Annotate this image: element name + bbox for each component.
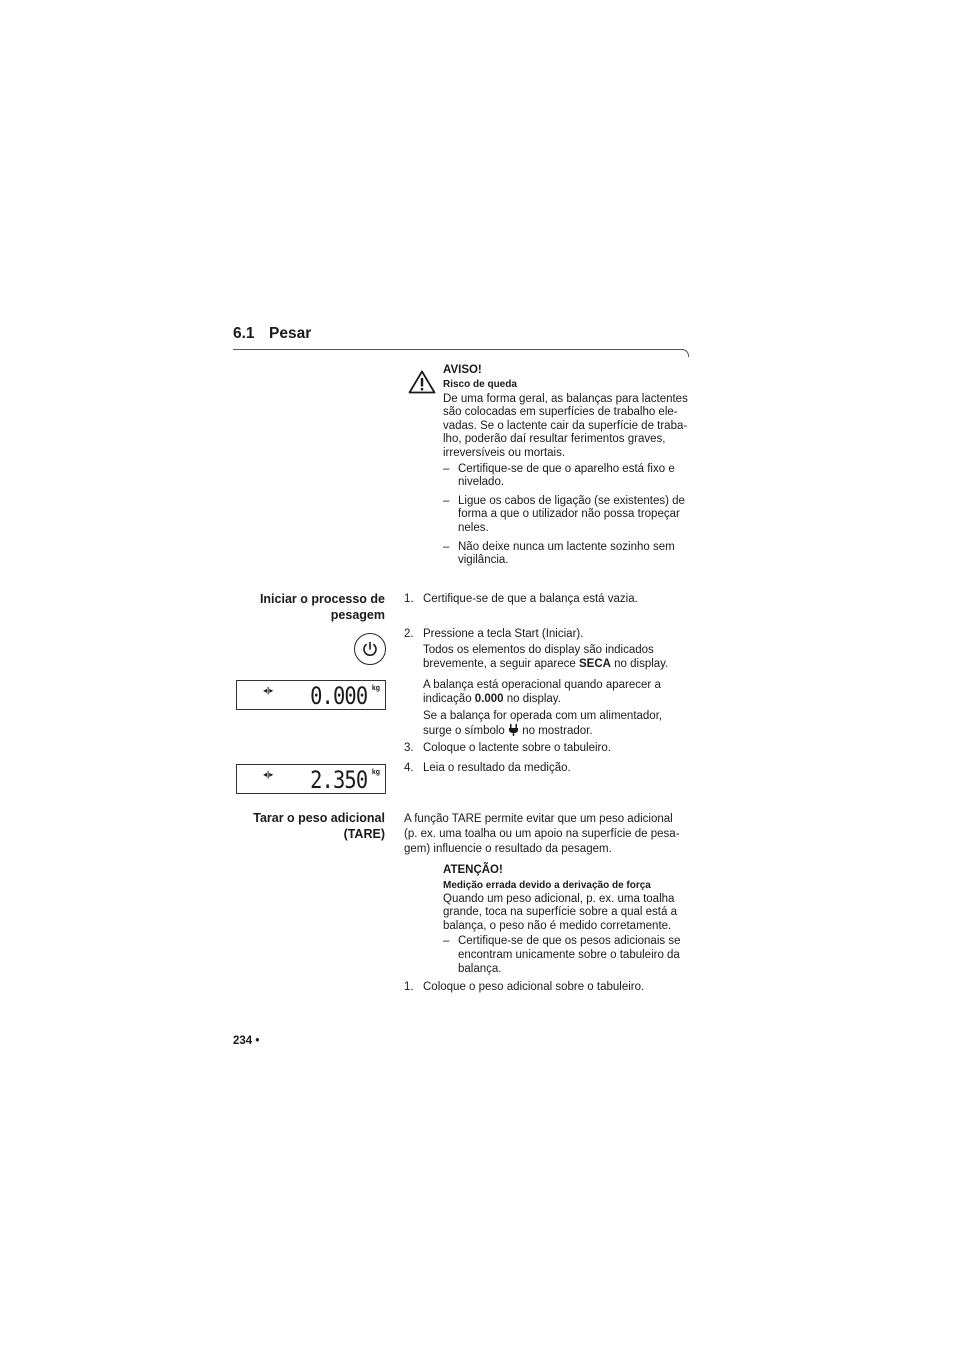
scale-display-zero	[236, 680, 386, 710]
text-run: no display.	[610, 657, 669, 670]
step-number: 1.	[404, 593, 414, 605]
display-value: 0.000	[309, 682, 367, 710]
display-unit: kg	[371, 769, 380, 776]
warning-block	[443, 364, 693, 568]
warning-body-line: vadas. Se o lactente cair da superfície de traba-	[443, 419, 688, 432]
tare-intro	[404, 812, 694, 857]
text-run: no mostrador.	[519, 724, 593, 737]
warning-body-line: lho, poderão daí resultar ferimentos graves,	[443, 433, 666, 446]
caution-body-line: Quando um peso adicional, p. ex. uma toalha	[443, 892, 675, 905]
side-heading-line: (TARE)	[343, 827, 385, 841]
paragraph-line: Se a balança for operada com um alimentador,	[423, 710, 663, 722]
side-heading-line: pesagem	[330, 608, 385, 622]
warning-item-line: vigilância.	[458, 554, 509, 567]
section-title: Pesar	[269, 325, 312, 342]
caution-item-line: balança.	[458, 962, 502, 975]
section-heading	[233, 325, 311, 343]
side-heading-line: Tarar o peso adicional	[253, 811, 385, 825]
display-unit: kg	[371, 685, 380, 692]
warning-item-line: Não deixe nunca um lactente sozinho sem	[458, 540, 675, 553]
caution-subtitle: Medição errada devido a derivação de força	[443, 879, 651, 891]
side-heading-line: Iniciar o processo de	[259, 592, 385, 606]
power-button-icon	[354, 633, 386, 665]
caution-title: ATENÇÃO!	[443, 864, 503, 876]
scale-display-result	[236, 764, 386, 794]
bold-text-seca: SECA	[578, 657, 611, 670]
caution-item	[443, 935, 693, 976]
warning-item	[443, 495, 693, 536]
warning-body-line: irreversíveis ou mortais.	[443, 446, 566, 459]
step-item	[404, 593, 694, 607]
step2-paragraph-3	[423, 710, 693, 740]
warning-item-line: neles.	[458, 521, 489, 534]
step-text: Leia o resultado da medição.	[423, 762, 571, 774]
step-item	[404, 742, 694, 756]
paragraph-line	[423, 693, 693, 707]
dash-marker: –	[443, 935, 450, 948]
paragraph-line: Todos os elementos do display são indicados	[423, 644, 654, 656]
step2-paragraph-1	[423, 644, 693, 671]
step-item	[404, 762, 694, 776]
step-number: 3.	[404, 742, 414, 754]
stability-symbol: ◂|▸	[263, 770, 274, 779]
warning-item	[443, 463, 693, 490]
warning-title: AVISO!	[443, 364, 482, 376]
section-rule	[233, 349, 683, 350]
step-text: Coloque o peso adicional sobre o tabuleiro.	[423, 981, 645, 993]
page-number: 234 •	[233, 1035, 260, 1047]
step-item	[404, 981, 694, 995]
side-heading-start-weighing	[215, 591, 385, 623]
paragraph-line: (p. ex. uma toalha ou um apoio na superfície de pesa-	[404, 828, 680, 840]
warning-triangle-icon	[408, 370, 436, 399]
warning-body-line: são colocadas em superfícies de trabalho ele-	[443, 406, 678, 419]
dash-marker: –	[443, 494, 450, 507]
paragraph-line	[423, 724, 693, 741]
dash-marker: –	[443, 462, 450, 475]
warning-body-line: De uma forma geral, as balanças para lactentes	[443, 392, 688, 405]
warning-item-line: Ligue os cabos de ligação (se existentes) de	[458, 494, 685, 507]
paragraph-line	[423, 658, 693, 672]
step-text: Coloque o lactente sobre o tabuleiro.	[423, 742, 611, 754]
step-number: 2.	[404, 628, 414, 640]
paragraph-line: A balança está operacional quando aparecer a	[423, 679, 661, 691]
warning-item-line: Certifique-se de que o aparelho está fixo e	[458, 462, 675, 475]
paragraph-line: gem) influencie o resultado da pesagem.	[404, 843, 612, 855]
stability-symbol: ◂|▸	[263, 686, 274, 695]
paragraph-line: A função TARE permite evitar que um peso adicional	[404, 813, 673, 825]
display-value: 2.350	[309, 766, 367, 794]
warning-item-line: nivelado.	[458, 476, 505, 489]
bold-text-zero: 0.000	[474, 692, 504, 705]
warning-subtitle: Risco de queda	[443, 378, 517, 390]
step-number: 4.	[404, 762, 414, 774]
caution-item-line: encontram unicamente sobre o tabuleiro da	[458, 948, 680, 961]
text-run: brevemente, a seguir aparece	[423, 657, 579, 670]
text-run: surge o símbolo	[423, 724, 509, 737]
step-text: Pressione a tecla Start (Iniciar).	[423, 628, 584, 640]
step-text: Certifique-se de que a balança está vazia.	[423, 593, 638, 605]
side-heading-tare	[215, 810, 385, 842]
text-run: indicação	[423, 692, 475, 705]
warning-item	[443, 541, 693, 568]
step2-paragraph-2	[423, 679, 693, 706]
caution-block	[443, 864, 693, 976]
step-number: 1.	[404, 981, 414, 993]
warning-item-line: forma a que o utilizador não possa tropeçar	[458, 508, 680, 521]
section-rule-corner	[681, 349, 689, 357]
power-adapter-icon	[508, 724, 519, 741]
caution-item-line: Certifique-se de que os pesos adicionais se	[458, 935, 681, 948]
caution-body-line: grande, toca na superfície sobre a qual está a	[443, 906, 677, 919]
dash-marker: –	[443, 540, 450, 553]
section-number: 6.1	[233, 325, 255, 342]
step-item	[404, 628, 694, 642]
caution-body-line: balança, o peso não é medido corretamente.	[443, 919, 672, 932]
text-run: no display.	[503, 692, 561, 705]
